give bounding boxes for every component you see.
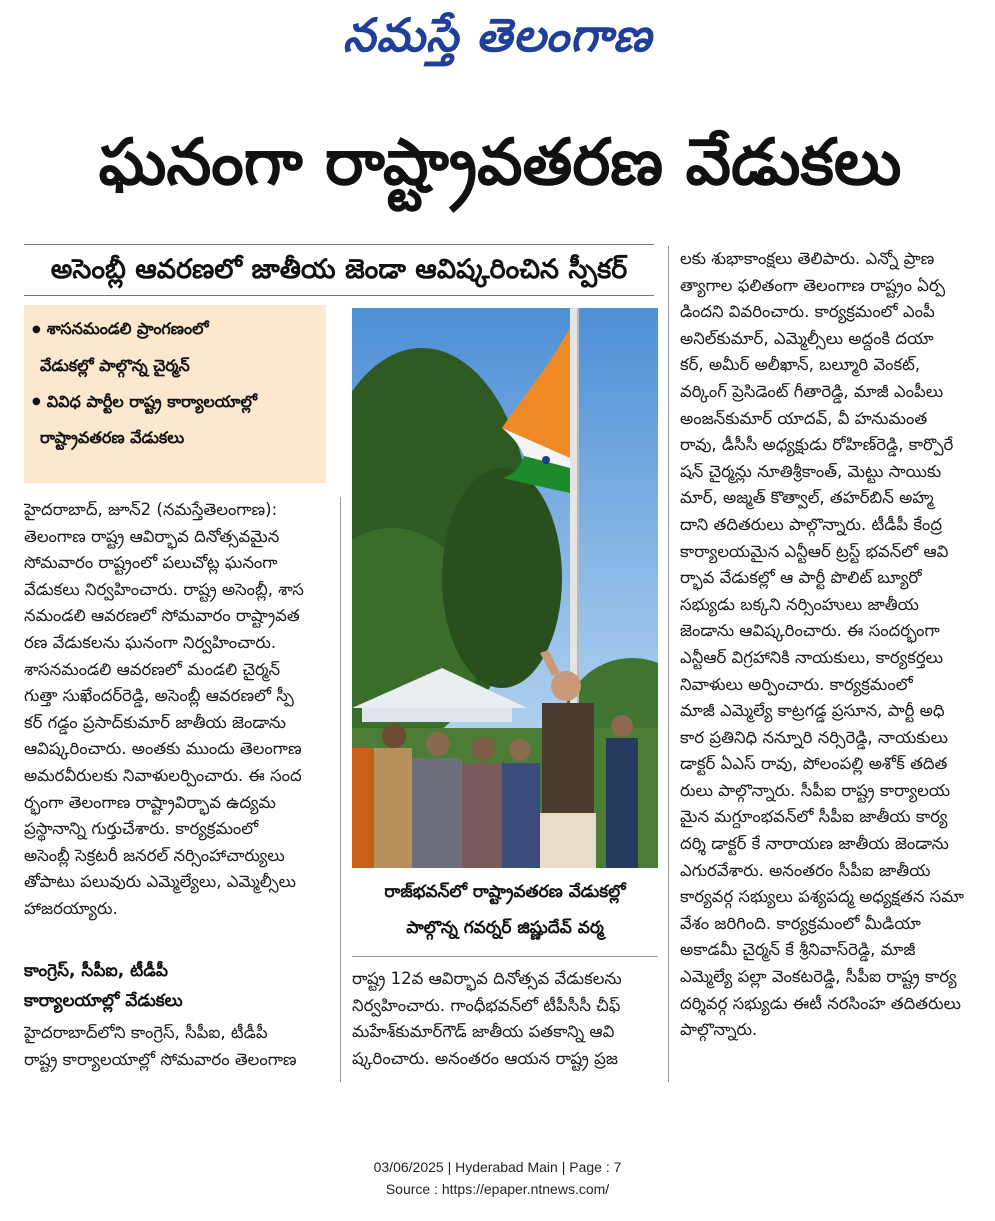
text-line: శాసనమండలి ఆవరణలో మండలి చైర్మన్: [24, 659, 281, 679]
headline: ఘనంగా రాష్ట్రావతరణ వేడుకలు: [98, 126, 902, 200]
highlight-item: [32, 311, 318, 384]
text-line: అనిల్‌కుమార్, ఎమ్మెల్సీలు అద్దంకి దయా: [680, 328, 934, 348]
article-column-1: [24, 497, 334, 923]
text-line: సోమవారం రాష్ట్రంలో పలుచోట్ల ఘనంగా: [24, 553, 278, 573]
governor-flag-hoisting-photo: [352, 308, 658, 868]
article-column-1-continued: [24, 1020, 334, 1073]
text-line: ఎమ్మెల్యే పల్లా వెంకటరెడ్డి, సీపీఐ రాష్ట్ర కార్య: [680, 967, 957, 987]
text-line: హైదరాబాద్, జూన్2 (నమస్తేతెలంగాణ):: [24, 500, 278, 519]
text-line: త్యాగాల ఫలితంగా తెలంగాణ రాష్ట్రం ఏర్ప: [680, 275, 946, 295]
text-line: షన్ చైర్మన్లు నూతిశ్రీకాంత్, మెట్టు సాయికు: [680, 461, 942, 481]
footer-source: Source : https://epaper.ntnews.com/: [385, 1181, 610, 1197]
text-line: గుత్తా సుఖేందర్‌రెడ్డి, అసెంబ్లీ ఆవరణలో స్పీ: [24, 686, 294, 706]
text-line: రణ వేడుకలను ఘనంగా నిర్వహించారు.: [24, 632, 277, 652]
subsection-heading-line: కార్యాలయాల్లో వేడుకలు: [24, 991, 183, 1011]
text-line: తెలంగాణ రాష్ట్ర ఆవిర్భావ దినోత్సవమైన: [24, 526, 280, 546]
text-line: వేశం జరిగింది. కార్యక్రమంలో మీడియా: [680, 913, 921, 933]
text-line: ఆవిష్కరించారు. అంతకు ముందు తెలంగాణ: [24, 739, 302, 759]
text-line: కర్ గడ్డం ప్రసాద్‌కుమార్ జాతీయ జెండాను: [24, 712, 286, 732]
column-divider: [340, 497, 341, 1082]
text-line: నివాళులు అర్పించారు. కార్యక్రమంలో: [680, 674, 913, 694]
highlight-line: ● శాసనమండలి ప్రాంగణంలో: [32, 311, 318, 348]
subheadline: అసెంబ్లీ ఆవరణలో జాతీయ జెండా ఆవిష్కరించిన స్పీకర్: [24, 244, 654, 296]
text-line: నిర్వహించారు. గాంధీభవన్‌లో టీపీసీసీ చీఫ్: [352, 995, 621, 1015]
photo-caption: [352, 874, 658, 957]
text-line: అసెంబ్లీ సెక్రటరీ జనరల్ నర్సింహాచార్యులు: [24, 845, 285, 865]
text-line: ష్కరించారు. అనంతరం ఆయన రాష్ట్ర ప్రజ: [352, 1048, 618, 1068]
text-line: ప్రస్థానాన్ని గుర్తుచేశారు. కార్యక్రమంలో: [24, 819, 259, 839]
text-line: రాష్ట్ర 12వ ఆవిర్భావ దినోత్సవ వేడుకలను: [352, 969, 622, 988]
text-line: ర్భావ వేడుకల్లో ఆ పార్టీ పొలిట్ బ్యూరో: [680, 568, 922, 588]
text-line: రావు, డీసీసీ అధ్యక్షుడు రోహిణ్‌రెడ్డి, కార్పొరే: [680, 435, 954, 455]
text-line: మైన మగ్దూంభవన్‌లో సీపీఐ జాతీయ కార్య: [680, 807, 948, 827]
text-line: ఎన్టీఆర్ విగ్రహానికి నాయకులు, కార్యకర్తలు: [680, 647, 944, 667]
text-line: నమండలి ఆవరణలో సోమవారం రాష్ట్రావత: [24, 606, 300, 626]
highlights-box: [24, 305, 326, 483]
page-footer: [0, 1156, 995, 1200]
text-line: డిందని వివరించారు. కార్యక్రమంలో ఎంపీ: [680, 302, 935, 322]
text-line: కార ప్రతినిధి నన్నూరి నర్సిరెడ్డి, నాయకులు: [680, 727, 949, 747]
text-line: అకాడమీ చైర్మన్ కే శ్రీనివాస్‌రెడ్డి, మాజీ: [680, 940, 916, 960]
highlight-line: వేడుకల్లో పాల్గొన్న చైర్మన్: [40, 355, 190, 375]
subsection-heading-line: కాంగ్రెస్, సీపీఐ, టీడీపీ: [24, 961, 168, 981]
highlight-line: ● వివిధ పార్టీల రాష్ట్ర కార్యాలయాల్లో: [32, 384, 318, 421]
masthead-logo: నమస్తే తెలంగాణ: [342, 8, 653, 62]
text-line: జెండాను ఆవిష్కరించారు. ఈ సందర్భంగా: [680, 621, 940, 641]
text-line: మాజీ ఎమ్మెల్యే కాట్రగడ్డ ప్రసూన, పార్టీ అధి: [680, 701, 945, 721]
text-line: హైదరాబాద్‌లోని కాంగ్రెస్, సీపీఐ, టీడీపీ: [24, 1023, 268, 1042]
article-column-2: [352, 966, 658, 1072]
footer-edition-info: 03/06/2025 | Hyderabad Main | Page : 7: [373, 1159, 622, 1175]
text-line: హాజరయ్యారు.: [24, 898, 118, 918]
text-line: ఎగురవేశారు. అనంతరం సీపీఐ జాతీయ: [680, 860, 931, 880]
text-line: రులు పాల్గొన్నారు. సీపీఐ రాష్ట్ర కార్యాలయ: [680, 780, 951, 800]
text-line: దాని తదితరులు పాల్గొన్నారు. టీడీపీ కేంద్ర: [680, 514, 943, 534]
text-line: దర్శివర్గ సభ్యుడు ఈటీ నరసింహ తదితరులు: [680, 993, 962, 1013]
highlight-line: రాష్ట్రావతరణ వేడుకలు: [40, 428, 185, 447]
text-line: డాక్టర్ ఏఎస్ రావు, పోలంపల్లి అశోక్ తదిత: [680, 754, 948, 774]
text-line: అంజన్‌కుమార్ యాదవ్, వీ హనుమంత: [680, 408, 928, 428]
text-line: అమరవీరులకు నివాళులర్పించారు. ఈ సంద: [24, 765, 302, 785]
text-line: పాల్గొన్నారు.: [680, 1020, 758, 1040]
article-column-3: [680, 246, 976, 1044]
text-line: మహేశ్‌కుమార్‌గౌడ్ జాతీయ పతకాన్ని ఆవి: [352, 1022, 615, 1042]
caption-line: రాజ్‌భవన్‌లో రాష్ట్రావతరణ వేడుకల్లో: [384, 882, 626, 902]
text-line: దర్శి డాక్టర్ కే నారాయణ జాతీయ జెండాను: [680, 834, 949, 854]
text-line: వేడుకలు నిర్వహించారు. రాష్ట్ర అసెంబ్లీ, శాస: [24, 579, 304, 599]
text-line: కార్యాలయమైన ఎన్టీఆర్ ట్రస్ట్ భవన్‌లో ఆవి: [680, 541, 949, 561]
text-line: రాష్ట్ర కార్యాలయాల్లో సోమవారం తెలంగాణ: [24, 1049, 297, 1069]
subsection-heading: [24, 956, 334, 1016]
text-line: ర్భంగా తెలంగాణ రాష్ట్రావిర్భావ ఉద్యమ: [24, 792, 276, 812]
text-line: తోపాటు పలువురు ఎమ్మెల్యేలు, ఎమ్మెల్సీలు: [24, 872, 296, 892]
text-line: లకు శుభాకాంక్షలు తెలిపారు. ఎన్నో ప్రాణ: [680, 249, 935, 268]
caption-line: పాల్గొన్న గవర్నర్ జిష్ణుదేవ్ వర్మ: [406, 918, 604, 938]
text-line: సభ్యుడు బక్కని నర్సింహులు జాతీయ: [680, 594, 919, 614]
column-divider: [668, 246, 669, 1082]
text-line: వర్కింగ్ ప్రెసిడెంట్ గీతారెడ్డి, మాజీ ఎంపీలు: [680, 381, 944, 401]
text-line: కర్, అమీర్ అలీఖాన్, బల్మూరి వెంకట్,: [680, 355, 921, 375]
text-line: మార్, అజ్మత్ కొత్వాల్, తహర్‌బిన్ అహ్మ: [680, 488, 934, 508]
text-line: కార్యవర్గ సభ్యులు పశ్యపద్మ అధ్యక్షతన సమా: [680, 887, 965, 907]
highlight-item: [32, 384, 318, 457]
